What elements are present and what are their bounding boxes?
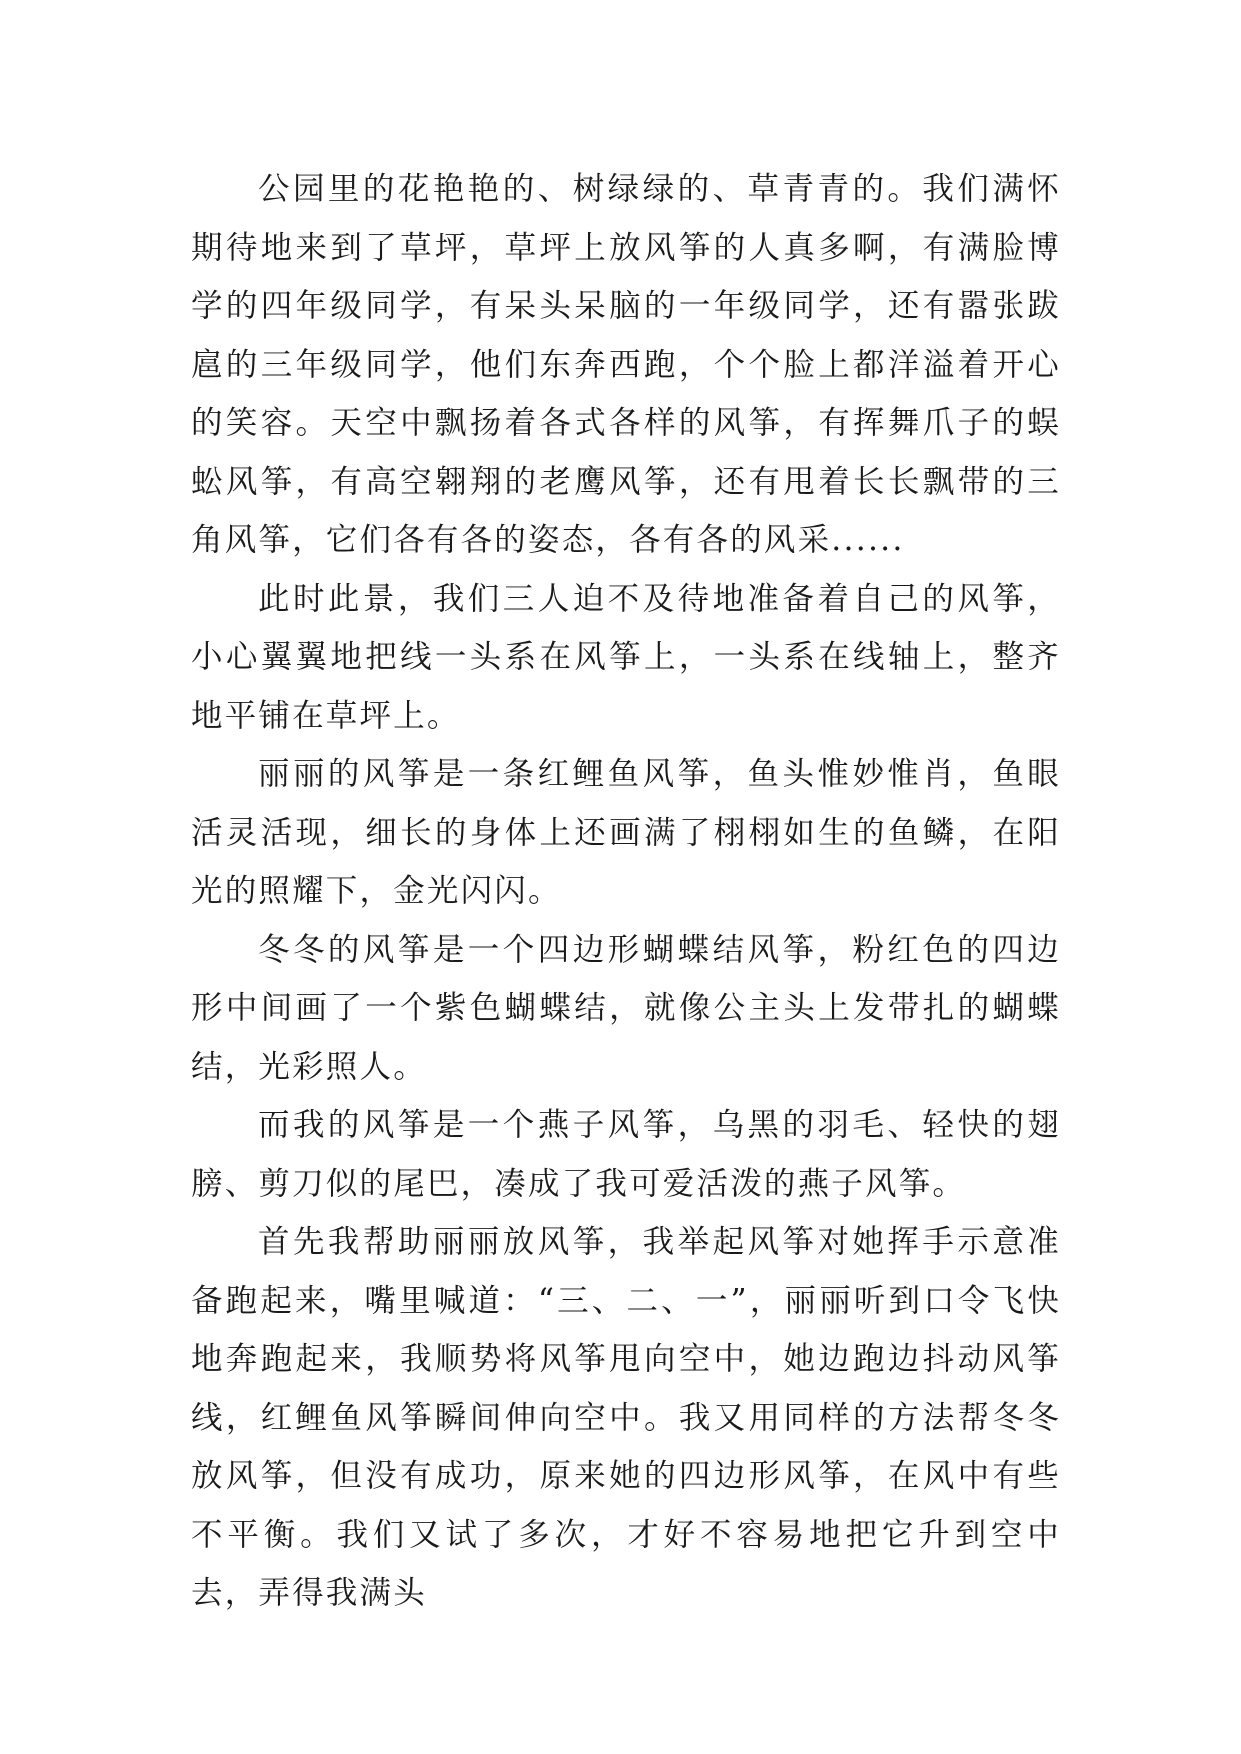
essay-body — [191, 160, 1061, 1623]
paragraph-flying-kites: 首先我帮助丽丽放风筝，我举起风筝对她挥手示意准备跑起来，嘴里喊道：“三、二、一”，丽丽听到口令飞快地奔跑起来，我顺势将风筝甩向空中，她边跑边抖动风筝线，红鲤鱼风筝瞬间伸向空中。我又用同样的方法帮冬冬放风筝，但没有成功，原来她的四边形风筝，在风中有些不平衡。我们又试了多次，才好不容易地把它升到空中去，弄得我满头 — [191, 1224, 1061, 1611]
paragraph-lili-kite: 丽丽的风筝是一条红鲤鱼风筝，鱼头惟妙惟肖，鱼眼活灵活现，细长的身体上还画满了栩栩如生的鱼鳞，在阳光的照耀下，金光闪闪。 — [191, 756, 1061, 909]
paragraph-dongdong-kite: 冬冬的风筝是一个四边形蝴蝶结风筝，粉红色的四边形中间画了一个紫色蝴蝶结，就像公主头上发带扎的蝴蝶结，光彩照人。 — [191, 931, 1061, 1085]
paragraph-park-scene: 公园里的花艳艳的、树绿绿的、草青青的。我们满怀期待地来到了草坪，草坪上放风筝的人真多啊，有满脸博学的四年级同学，有呆头呆脑的一年级同学，还有嚣张跋扈的三年级同学，他们东奔西跑，个个脸上都洋溢着开心的笑容。天空中飘扬着各式各样的风筝，有挥舞爪子的蜈蚣风筝，有高空翱翔的老鹰风筝，还有甩着长长飘带的三角风筝，它们各有各的姿态，各有各的风采...... — [191, 171, 1061, 558]
paragraph-preparing-kites: 此时此景，我们三人迫不及待地准备着自己的风筝，小心翼翼地把线一头系在风筝上，一头系在线轴上，整齐地平铺在草坪上。 — [191, 580, 1061, 734]
paragraph-my-kite: 而我的风筝是一个燕子风筝，乌黑的羽毛、轻快的翅膀、剪刀似的尾巴，凑成了我可爱活泼的燕子风筝。 — [191, 1107, 1061, 1202]
